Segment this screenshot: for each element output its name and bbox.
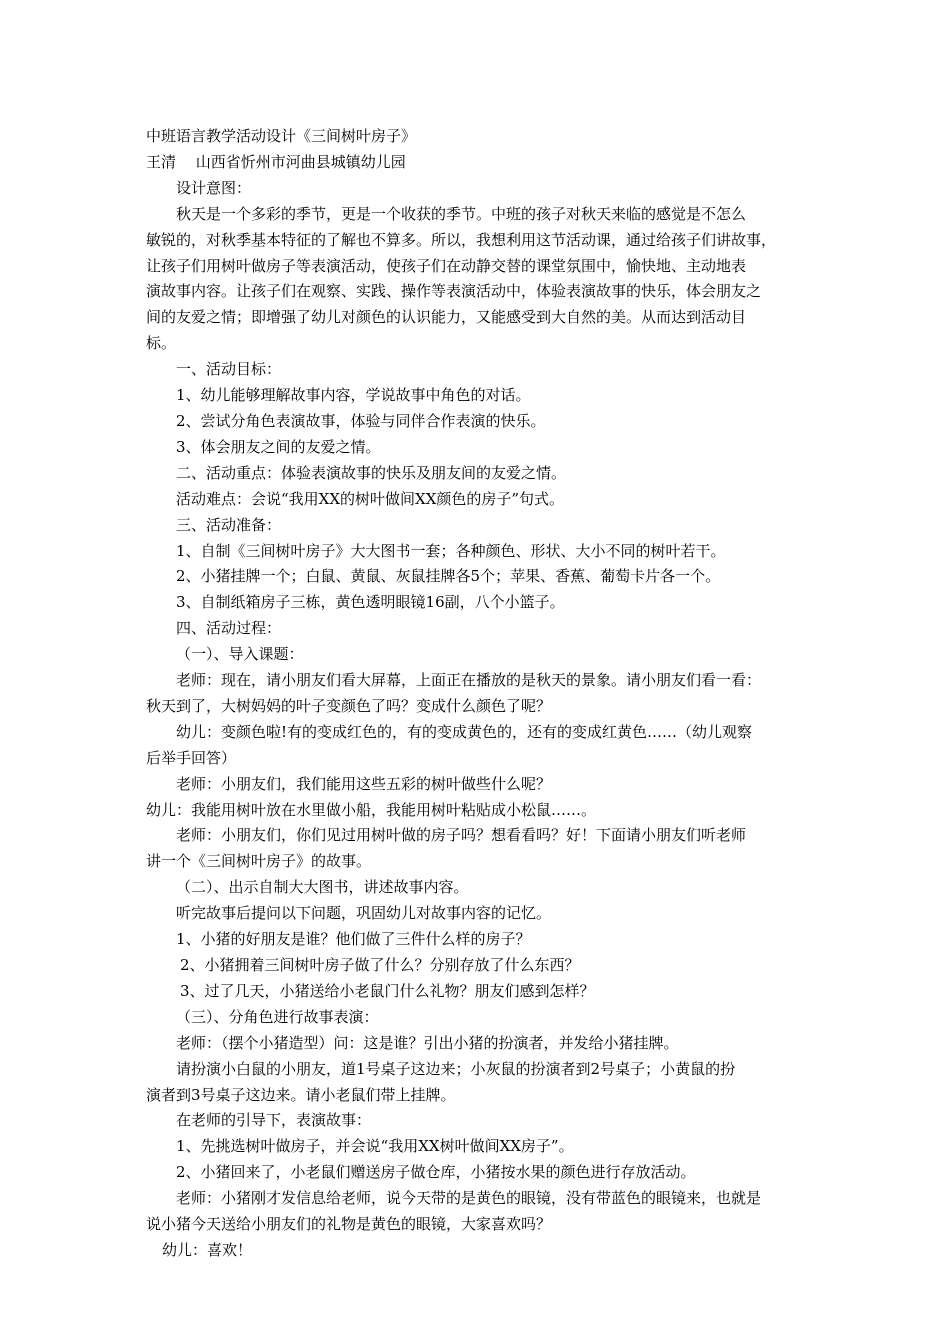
paragraph-line: 老师：小朋友们，我们能用这些五彩的树叶做些什么呢？ bbox=[176, 774, 552, 793]
section-heading: 四、活动过程： bbox=[176, 619, 282, 638]
paragraph-line: 说小猪今天送给小朋友们的礼物是黄色的眼镜，大家喜欢吗？ bbox=[146, 1215, 552, 1234]
paragraph-line: 在老师的引导下，表演故事： bbox=[176, 1111, 372, 1130]
paragraph-line: 活动难点：会说“我用XX的树叶做间XX颜色的房子”句式。 bbox=[176, 489, 565, 508]
paragraph-line: 老师：（摆个小猪造型）问：这是谁？引出小猪的扮演者，并发给小猪挂牌。 bbox=[176, 1033, 679, 1052]
list-item: 1、幼儿能够理解故事内容，学说故事中角色的对话。 bbox=[176, 386, 531, 405]
document-title: 中班语言教学活动设计《三间树叶房子》 bbox=[146, 127, 417, 145]
paragraph-line: 幼儿：变颜色啦!有的变成红色的，有的变成黄色的，还有的变成红黄色……（幼儿观察 bbox=[176, 722, 753, 741]
paragraph-line: 请扮演小白鼠的小朋友，道1号桌子这边来；小灰鼠的扮演者到2号桌子；小黄鼠的扮 bbox=[176, 1059, 736, 1078]
list-item: 3、自制纸箱房子三栋，黄色透明眼镜16副，八个小篮子。 bbox=[176, 593, 565, 612]
question-item: 1、小猪的好朋友是谁？他们做了三件什么样的房子？ bbox=[176, 930, 531, 949]
subsection-heading: （一）、导入课题： bbox=[176, 645, 304, 664]
list-item: 1、自制《三间树叶房子》大大图书一套；各种颜色、形状、大小不同的树叶若干。 bbox=[176, 541, 726, 560]
paragraph-line: 老师：小朋友们，你们见过用树叶做的房子吗？想看看吗？好！下面请小朋友们听老师 bbox=[176, 826, 747, 845]
paragraph-line: 秋天到了，大树妈妈的叶子变颜色了吗？变成什么颜色了呢？ bbox=[146, 696, 552, 715]
paragraph-line: 间的友爱之情；即增强了幼儿对颜色的认识能力，又能感受到大自然的美。从而达到活动目 bbox=[146, 308, 747, 327]
subsection-heading: （二）、出示自制大大图书，讲述故事内容。 bbox=[176, 878, 469, 897]
list-item: 1、先挑选树叶做房子，并会说“我用XX树叶做间XX房子”。 bbox=[176, 1137, 574, 1156]
paragraph-line: 标。 bbox=[146, 334, 177, 353]
paragraph-line: 敏锐的，对秋季基本特征的了解也不算多。所以，我想利用这节活动课，通过给孩子们讲故事， bbox=[146, 230, 777, 249]
paragraph-line: 讲一个《三间树叶房子》的故事。 bbox=[146, 852, 372, 871]
list-item: 3、体会朋友之间的友爱之情。 bbox=[176, 437, 381, 456]
question-item: 3、过了几天，小猪送给小老鼠门什么礼物？朋友们感到怎样？ bbox=[180, 981, 595, 1000]
paragraph-line: 让孩子们用树叶做房子等表演活动，使孩子们在动静交替的课堂氛围中，愉快地、主动地表 bbox=[146, 256, 747, 275]
section-heading: 一、活动目标： bbox=[176, 360, 282, 379]
paragraph-line: 秋天是一个多彩的季节，更是一个收获的季节。中班的孩子对秋天来临的感觉是不怎么 bbox=[176, 204, 747, 223]
subsection-heading: （三）、分角色进行故事表演： bbox=[176, 1007, 379, 1026]
paragraph-line: 老师：现在，请小朋友们看大屏幕，上面正在播放的是秋天的景象。请小朋友们看一看： bbox=[176, 671, 762, 690]
paragraph-line: 幼儿：我能用树叶放在水里做小船，我能用树叶粘贴成小松鼠……。 bbox=[146, 800, 597, 819]
document-body bbox=[146, 124, 816, 1264]
paragraph-line: 老师：小猪刚才发信息给老师，说今天带的是黄色的眼镜，没有带蓝色的眼镜来，也就是 bbox=[176, 1189, 762, 1208]
list-item: 2、小猪回来了，小老鼠们赠送房子做仓库，小猪按水果的颜色进行存放活动。 bbox=[176, 1163, 696, 1182]
paragraph-line: 听完故事后提问以下问题，巩固幼儿对故事内容的记忆。 bbox=[176, 904, 552, 923]
paragraph-line: 幼儿：喜欢！ bbox=[162, 1240, 253, 1259]
paragraph-line: 演者到3号桌子这边来。请小老鼠们带上挂牌。 bbox=[146, 1085, 456, 1104]
section-heading: 三、活动准备： bbox=[176, 515, 282, 534]
question-item: 2、小猪拥着三间树叶房子做了什么？分别存放了什么东西？ bbox=[180, 956, 580, 974]
paragraph-line: 演故事内容。让孩子们在观察、实践、操作等表演活动中，体验表演故事的快乐，体会朋友之 bbox=[146, 282, 762, 301]
section-heading: 设计意图： bbox=[176, 178, 252, 197]
paragraph-line: 后举手回答） bbox=[146, 748, 237, 767]
section-heading: 二、活动重点：体验表演故事的快乐及朋友间的友爱之情。 bbox=[176, 463, 567, 482]
author-line: 王清 山西省忻州市河曲县城镇幼儿园 bbox=[146, 152, 406, 171]
list-item: 2、尝试分角色表演故事，体验与同伴合作表演的快乐。 bbox=[176, 411, 546, 430]
list-item: 2、小猪挂牌一个；白鼠、黄鼠、灰鼠挂牌各5个；苹果、香蕉、葡萄卡片各一个。 bbox=[176, 567, 721, 586]
